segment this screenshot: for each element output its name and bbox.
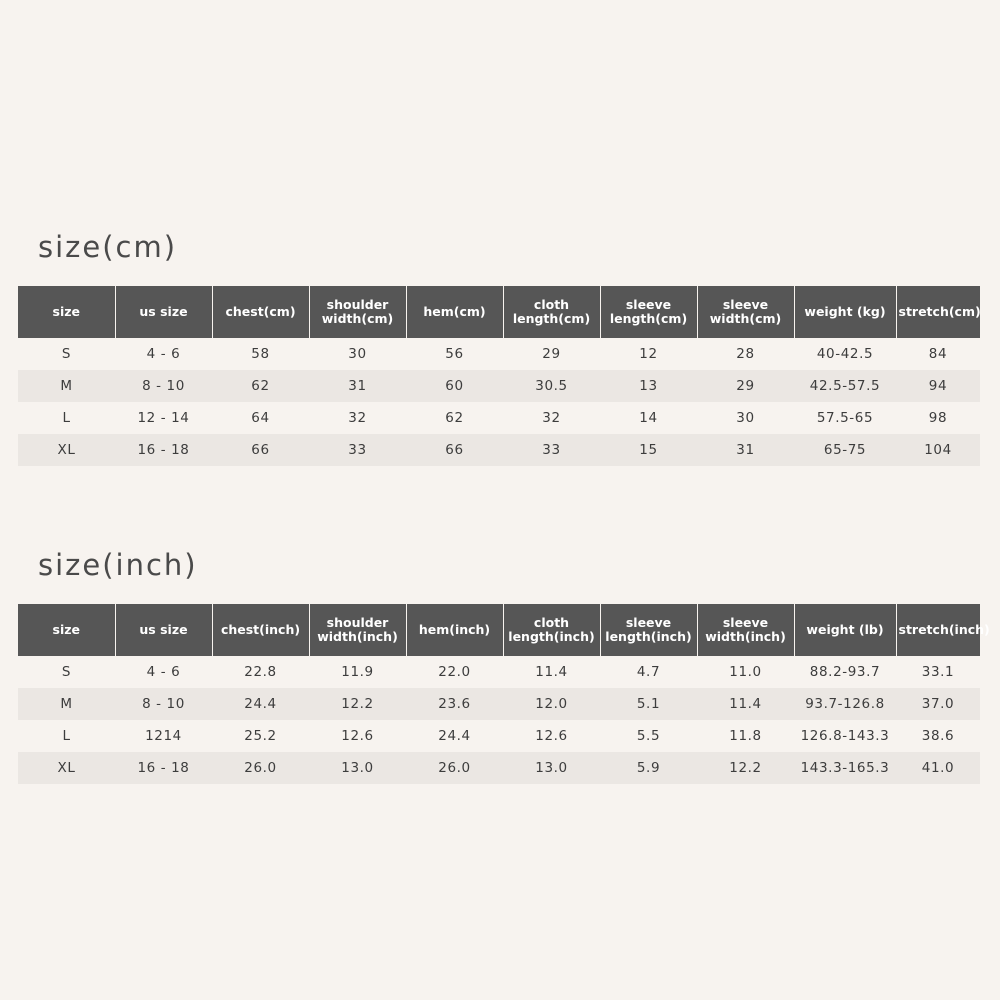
cell-stretch: 104	[896, 434, 980, 466]
cell-sleeve-width: 30	[736, 410, 755, 426]
column-header-weight: weight (lb)	[794, 604, 896, 656]
cell-chest: 22.8	[244, 664, 277, 680]
column-header-size: size	[18, 604, 115, 656]
column-header-cloth-length: cloth length(inch)	[503, 604, 600, 656]
cell-size: XL	[18, 752, 115, 784]
cell-shoulder-width: 13.0	[309, 752, 406, 784]
cell-cloth-length: 13.0	[503, 752, 600, 784]
cell-sleeve-length: 15	[600, 434, 697, 466]
cell-chest: 58	[251, 346, 270, 362]
cell-sleeve-width: 29	[697, 370, 794, 402]
table-body-inch	[18, 656, 980, 784]
cell-stretch: 37.0	[896, 688, 980, 720]
cell-weight: 93.7-126.8	[794, 688, 896, 720]
column-header-chest: chest(cm)	[212, 286, 309, 338]
cell-shoulder-width: 12.2	[309, 688, 406, 720]
cell-hem: 66	[406, 434, 503, 466]
table-row	[18, 434, 980, 466]
cell-shoulder-width: 31	[309, 370, 406, 402]
column-header-cloth-length: cloth length(cm)	[503, 286, 600, 338]
column-header-us-size: us size	[115, 286, 212, 338]
cell-sleeve-width: 12.2	[697, 752, 794, 784]
cell-us-size: 16 - 18	[115, 752, 212, 784]
column-header-shoulder-width: shoulder width(cm)	[309, 286, 406, 338]
cell-weight: 143.3-165.3	[794, 752, 896, 784]
column-header-shoulder-width: shoulder width(inch)	[309, 604, 406, 656]
size-table-cm	[18, 286, 980, 466]
cell-cloth-length: 33	[503, 434, 600, 466]
cell-cloth-length: 29	[542, 346, 561, 362]
section-title-inch: size(inch)	[38, 548, 198, 582]
cell-stretch: 84	[928, 346, 948, 362]
column-header-stretch: stretch(inch)	[896, 604, 980, 656]
size-table-inch	[18, 604, 990, 784]
cell-size: S	[61, 664, 72, 680]
cell-weight: 40-42.5	[816, 346, 874, 362]
cell-shoulder-width: 12.6	[341, 728, 374, 744]
cell-hem: 60	[406, 370, 503, 402]
cell-sleeve-length: 4.7	[636, 664, 661, 680]
column-header-hem: hem(inch)	[406, 604, 503, 656]
cell-hem: 56	[445, 346, 464, 362]
cell-hem: 22.0	[438, 664, 471, 680]
cell-us-size: 8 - 10	[115, 370, 212, 402]
column-header-sleeve-width: sleeve width(inch)	[697, 604, 794, 656]
cell-sleeve-length: 5.9	[600, 752, 697, 784]
cell-weight: 88.2-93.7	[809, 664, 881, 680]
column-header-chest: chest(inch)	[212, 604, 309, 656]
cell-shoulder-width: 30	[348, 346, 367, 362]
cell-hem: 26.0	[406, 752, 503, 784]
cell-chest: 62	[212, 370, 309, 402]
cell-weight: 126.8-143.3	[800, 728, 890, 744]
cell-size: M	[18, 688, 115, 720]
cell-us-size: 16 - 18	[115, 434, 212, 466]
cell-us-size: 4 - 6	[146, 346, 181, 362]
cell-stretch: 98	[928, 410, 948, 426]
cell-weight: 57.5-65	[816, 410, 874, 426]
column-header-hem: hem(cm)	[406, 286, 503, 338]
table-row	[18, 338, 980, 370]
column-header-weight: weight (kg)	[794, 286, 896, 338]
table-row	[18, 720, 980, 752]
cell-us-size: 8 - 10	[115, 688, 212, 720]
column-header-size: size	[18, 286, 115, 338]
cell-sleeve-width: 31	[697, 434, 794, 466]
cell-cloth-length: 32	[542, 410, 561, 426]
cell-sleeve-length: 12	[639, 346, 658, 362]
cell-stretch: 33.1	[921, 664, 955, 680]
cell-cloth-length: 11.4	[535, 664, 568, 680]
cell-sleeve-length: 14	[639, 410, 658, 426]
cell-us-size: 1214	[145, 728, 182, 744]
cell-us-size: 12 - 14	[137, 410, 190, 426]
cell-sleeve-width: 11.8	[729, 728, 762, 744]
cell-size: XL	[18, 434, 115, 466]
table-header-inch	[18, 604, 990, 656]
cell-sleeve-width: 28	[736, 346, 755, 362]
cell-chest: 25.2	[244, 728, 277, 744]
cell-chest: 26.0	[212, 752, 309, 784]
table-header-row	[18, 604, 980, 656]
cell-chest: 24.4	[212, 688, 309, 720]
cell-cloth-length: 30.5	[503, 370, 600, 402]
cell-chest: 64	[251, 410, 270, 426]
cell-sleeve-width: 11.0	[729, 664, 762, 680]
cell-us-size: 4 - 6	[146, 664, 181, 680]
cell-sleeve-length: 5.5	[636, 728, 661, 744]
table-body-cm	[18, 338, 980, 466]
cell-sleeve-length: 5.1	[600, 688, 697, 720]
cell-chest: 66	[212, 434, 309, 466]
cell-stretch: 38.6	[921, 728, 955, 744]
cell-cloth-length: 12.6	[535, 728, 568, 744]
section-title-cm: size(cm)	[38, 230, 178, 264]
size-chart-section-inch	[0, 548, 1000, 784]
table-row	[18, 402, 980, 434]
size-chart-section-cm	[0, 230, 1000, 466]
cell-hem: 23.6	[406, 688, 503, 720]
cell-hem: 24.4	[438, 728, 471, 744]
cell-sleeve-width: 11.4	[697, 688, 794, 720]
cell-size: S	[61, 346, 72, 362]
cell-shoulder-width: 11.9	[341, 664, 374, 680]
table-row	[18, 370, 980, 402]
column-header-sleeve-length: sleeve length(inch)	[600, 604, 697, 656]
cell-cloth-length: 12.0	[503, 688, 600, 720]
table-row	[18, 752, 980, 784]
cell-stretch: 41.0	[896, 752, 980, 784]
table-row	[18, 656, 980, 688]
column-header-sleeve-width: sleeve width(cm)	[697, 286, 794, 338]
cell-size: L	[62, 728, 71, 744]
table-header-cm	[18, 286, 980, 338]
table-header-row	[18, 286, 980, 338]
cell-shoulder-width: 32	[348, 410, 367, 426]
cell-weight: 65-75	[794, 434, 896, 466]
cell-sleeve-length: 13	[600, 370, 697, 402]
cell-stretch: 94	[896, 370, 980, 402]
cell-size: M	[18, 370, 115, 402]
table-row	[18, 688, 980, 720]
cell-size: L	[62, 410, 71, 426]
column-header-stretch: stretch(cm)	[896, 286, 980, 338]
cell-hem: 62	[445, 410, 464, 426]
cell-weight: 42.5-57.5	[794, 370, 896, 402]
column-header-sleeve-length: sleeve length(cm)	[600, 286, 697, 338]
cell-shoulder-width: 33	[309, 434, 406, 466]
column-header-us-size: us size	[115, 604, 212, 656]
